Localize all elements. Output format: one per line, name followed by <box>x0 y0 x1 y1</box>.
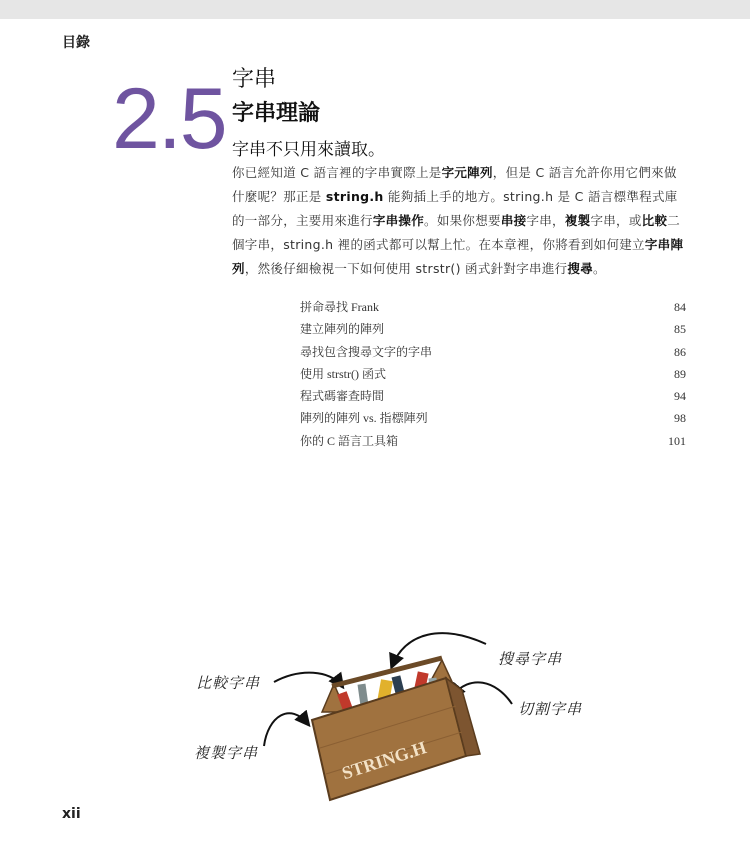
intro-emphasis: 字串操作 <box>372 213 425 228</box>
intro-emphasis: string.h <box>325 189 384 204</box>
intro-text: ，然後仔細檢視一下如何使用 strstr() 函式針對字串進行 <box>244 261 568 276</box>
intro-text: 字串， <box>526 213 565 228</box>
toc-entry-title: 尋找包含搜尋文字的字串 <box>300 344 433 359</box>
chapter-number: 2.5 <box>112 71 226 167</box>
toc-entry-page: 89 <box>674 366 686 381</box>
page-number: xii <box>62 806 81 822</box>
intro-emphasis: 複製 <box>564 213 591 228</box>
toc-entry-page: 85 <box>674 322 686 337</box>
intro-text: 二個字串，string.h 裡的函式都可以幫上忙。在本章裡，你將看到如何建立 <box>232 213 681 252</box>
toc-entry-title: 陣列的陣列 vs. 指標陣列 <box>300 411 428 426</box>
chapter-title: 字串理論 <box>232 101 321 126</box>
toc-entry-title: 你的 C 語言工具箱 <box>300 433 399 448</box>
intro-text: 你已經知道 C 語言裡的字串實際上是 <box>232 165 442 180</box>
chapter-subject: 字串 <box>232 67 277 92</box>
intro-text: 。 <box>593 261 606 276</box>
intro-emphasis: 比較 <box>641 213 668 228</box>
toc-entry-page: 86 <box>674 344 686 359</box>
toc-entry-page: 98 <box>674 411 686 426</box>
intro-text: 能夠插上手的地方。string.h 是 C 語言標準程式庫的一部分，主要用來進行 <box>232 189 678 228</box>
toc-entry-page: 101 <box>668 433 686 448</box>
toc-header-label: 目錄 <box>62 35 90 51</box>
search-strings-label: 搜尋字串 <box>498 650 563 668</box>
toc-entry-title: 建立陣列的陣列 <box>300 322 385 337</box>
toc-entry[interactable] <box>300 296 686 318</box>
arrow-icon <box>264 713 308 746</box>
toc-entry-page: 94 <box>674 389 686 404</box>
slice-strings-label: 切割字串 <box>518 700 583 718</box>
toolbox-label: STRING.H <box>339 737 429 784</box>
intro-emphasis: 串接 <box>500 213 527 228</box>
copy-strings-label: 複製字串 <box>194 744 259 762</box>
chapter-tagline: 字串不只用來讀取。 <box>232 140 385 160</box>
intro-emphasis: 字元陣列 <box>441 165 493 180</box>
intro-emphasis: 搜尋 <box>567 261 594 276</box>
toc-entry-title: 使用 strstr() 函式 <box>300 366 386 381</box>
intro-text: ，但是 C 語言允許你用它們來做什麼呢？那正是 <box>232 165 677 204</box>
toc-entry[interactable] <box>300 385 686 407</box>
intro-emphasis: 字串陣列 <box>232 237 684 276</box>
toc-entry[interactable] <box>300 341 686 363</box>
section-toc <box>300 296 686 452</box>
toc-entry[interactable] <box>300 407 686 429</box>
toc-entry-title: 程式碼審查時間 <box>300 389 385 404</box>
intro-text: 。如果你想要 <box>424 213 501 228</box>
toc-entry-page: 84 <box>674 300 686 314</box>
intro-paragraph <box>232 161 688 281</box>
toolbox-icon <box>312 658 480 800</box>
toc-entry-title: 拼命尋找 Frank <box>300 300 379 314</box>
toolbox-illustration <box>180 620 600 810</box>
toc-entry[interactable] <box>300 318 686 340</box>
toc-entry[interactable] <box>300 430 686 452</box>
top-bar <box>0 0 750 19</box>
toc-entry[interactable] <box>300 363 686 385</box>
compare-strings-label: 比較字串 <box>196 674 261 692</box>
intro-text: 字串，或 <box>590 213 642 228</box>
